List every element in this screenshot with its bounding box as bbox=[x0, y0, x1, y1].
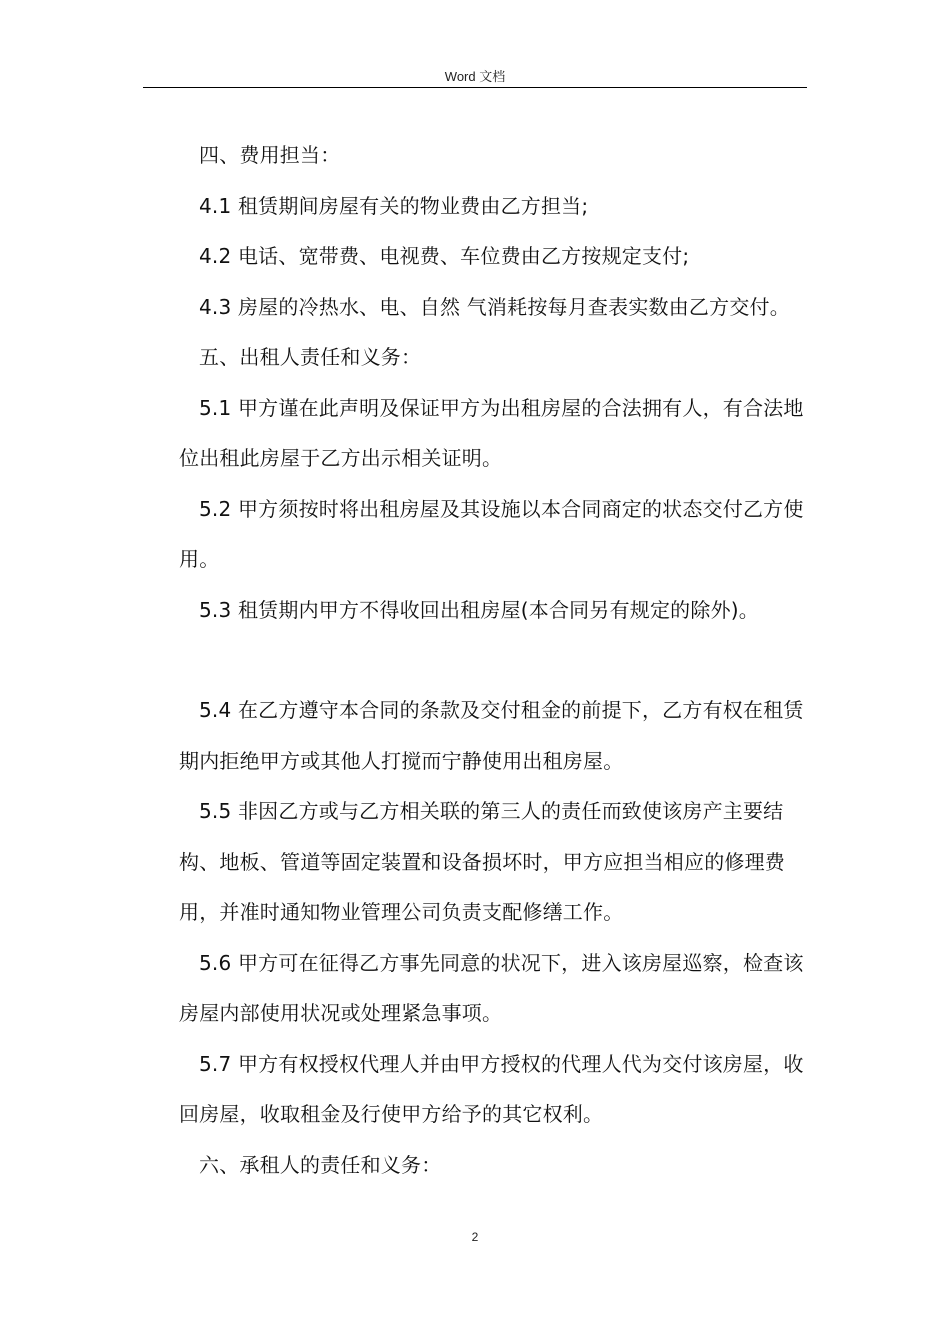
clause-4-1: 4.1 租赁期间房屋有关的物业费由乙方担当; bbox=[199, 193, 589, 218]
clause-4-3: 4.3 房屋的冷热水、电、自然 气消耗按每月查表实数由乙方交付。 bbox=[199, 294, 790, 319]
clause-5-4: 5.4 在乙方遵守本合同的条款及交付租金的前提下，乙方有权在租赁期内拒绝甲方或其他人打搅而宁静使用出租房屋。 bbox=[179, 698, 804, 773]
document-body bbox=[179, 130, 809, 1190]
clause-4-2: 4.2 电话、宽带费、电视费、车位费由乙方按规定支付; bbox=[199, 244, 690, 268]
page-number: 2 bbox=[471, 1230, 479, 1244]
blank-line bbox=[179, 635, 809, 685]
section-heading-lessor: 五、出租人责任和义务： bbox=[199, 345, 422, 369]
header-divider bbox=[143, 87, 807, 88]
page-header: Word 文档 bbox=[444, 69, 506, 84]
clause-5-2: 5.2 甲方须按时将出租房屋及其设施以本合同商定的状态交付乙方使用。 bbox=[179, 496, 804, 571]
clause-5-1: 5.1 甲方谨在此声明及保证甲方为出租房屋的合法拥有人，有合法地位出租此房屋于乙方出示相关证明。 bbox=[179, 395, 804, 470]
clause-5-5: 5.5 非因乙方或与乙方相关联的第三人的责任而致使该房产主要结构、地板、管道等固定装置和设备损坏时，甲方应担当相应的修理费用，并准时通知物业管理公司负责支配修缮工作。 bbox=[179, 799, 785, 924]
section-heading-fees: 四、费用担当： bbox=[199, 143, 341, 167]
clause-5-7: 5.7 甲方有权授权代理人并由甲方授权的代理人代为交付该房屋，收回房屋，收取租金及行使甲方给予的其它权利。 bbox=[179, 1051, 804, 1126]
clause-5-6: 5.6 甲方可在征得乙方事先同意的状况下，进入该房屋巡察，检查该房屋内部使用状况或处理紧急事项。 bbox=[179, 950, 804, 1025]
clause-5-3: 5.3 租赁期内甲方不得收回出租房屋(本合同另有规定的除外)。 bbox=[199, 597, 759, 622]
section-heading-lessee: 六、承租人的责任和义务： bbox=[199, 1152, 442, 1177]
